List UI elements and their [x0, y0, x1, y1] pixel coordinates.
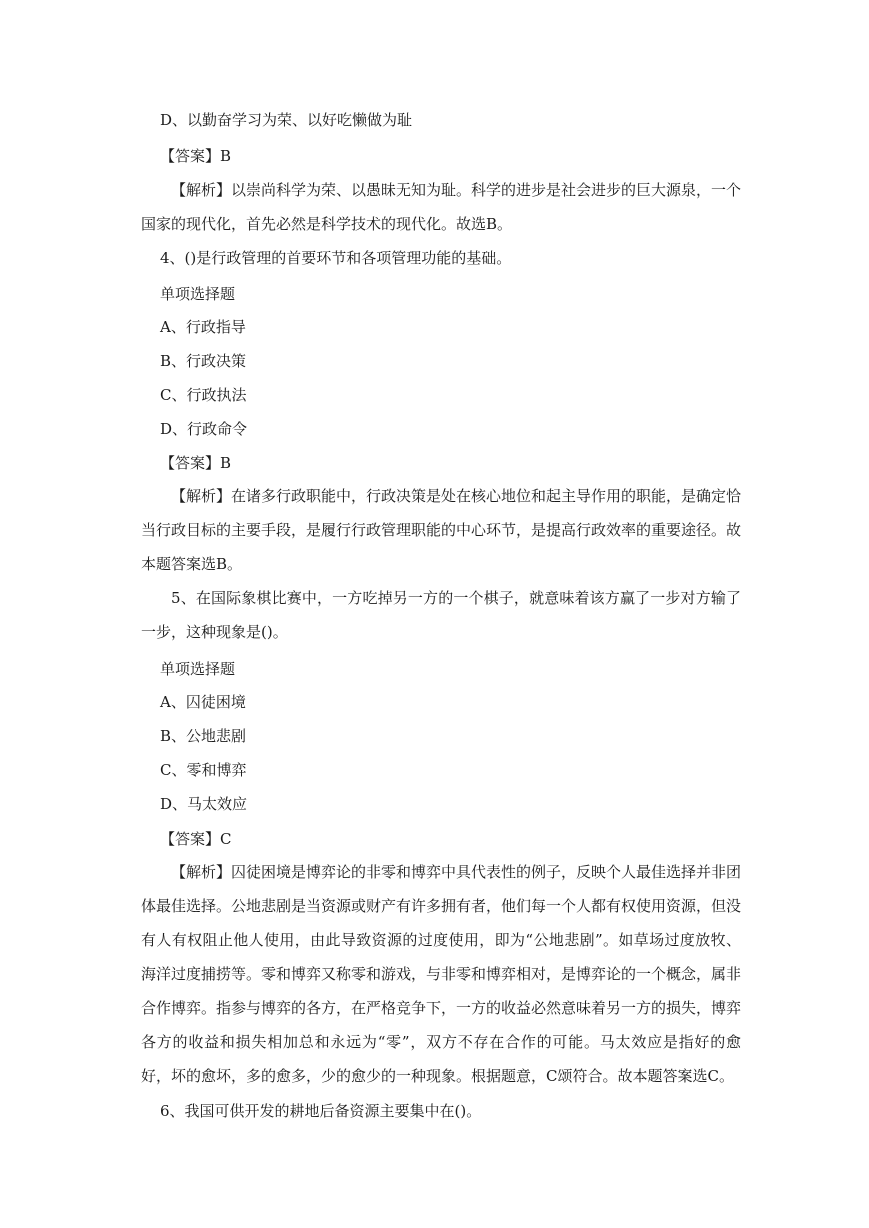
q3-option-d: D、以勤奋学习为荣、以好吃懒做为耻: [160, 111, 413, 129]
q5-explanation: 【解析】囚徒困境是博弈论的非零和博弈中具代表性的例子，反映个人最佳选择并非团体最佳选择。公地悲剧是当资源或财产有许多拥有者，他们每一个人都有权使用资源，但没有人有权阻止他人使用，由此导致资源的过度使用，即为“公地悲剧”。如草场过度放牧、海洋过度捕捞等。零和博弈又称零和游戏，与非零和博弈相对，是博弈论的一个概念，属非合作博弈。指参与博弈的各方，在严格竞争下，一方的收益必然意味着另一方的损失，博弈各方的收益和损失相加总和永远为“零”，双方不存在合作的可能。马太效应是指好的愈好，坏的愈坏，多的愈多，少的愈少的一种现象。根据题意，C颂符合。故本题答案选C。: [141, 863, 742, 1085]
q4-option-b: B、行政决策: [160, 352, 247, 370]
q5-option-c: C、零和博弈: [160, 761, 247, 779]
q4-type: 单项选择题: [160, 285, 236, 303]
q4-option-a: A、行政指导: [160, 318, 246, 336]
q3-answer: 【答案】B: [160, 147, 232, 165]
q4-question: 4、()是行政管理的首要环节和各项管理功能的基础。: [160, 249, 512, 267]
q5-type: 单项选择题: [160, 660, 236, 678]
q4-option-c: C、行政执法: [160, 386, 247, 404]
q4-explanation: 【解析】在诸多行政职能中，行政决策是处在核心地位和起主导作用的职能，是确定恰当行政目标的主要手段，是履行行政管理职能的中心环节，是提高行政效率的重要途径。故本题答案选B。: [141, 487, 742, 573]
q4-option-d: D、行政命令: [160, 420, 248, 438]
q3-explanation: 【解析】以崇尚科学为荣、以愚昧无知为耻。科学的进步是社会进步的巨大源泉，一个国家的现代化，首先必然是科学技术的现代化。故选B。: [141, 181, 742, 233]
q5-question: 5、在国际象棋比赛中，一方吃掉另一方的一个棋子，就意味着该方赢了一步对方输了一步，这种现象是()。: [141, 589, 741, 641]
q4-answer: 【答案】B: [160, 454, 232, 472]
q6-question: 6、我国可供开发的耕地后备资源主要集中在()。: [160, 1102, 482, 1120]
q5-answer: 【答案】C: [160, 830, 232, 848]
q5-option-d: D、马太效应: [160, 795, 248, 813]
q5-option-a: A、囚徒困境: [160, 693, 246, 711]
q5-option-b: B、公地悲剧: [160, 727, 247, 745]
